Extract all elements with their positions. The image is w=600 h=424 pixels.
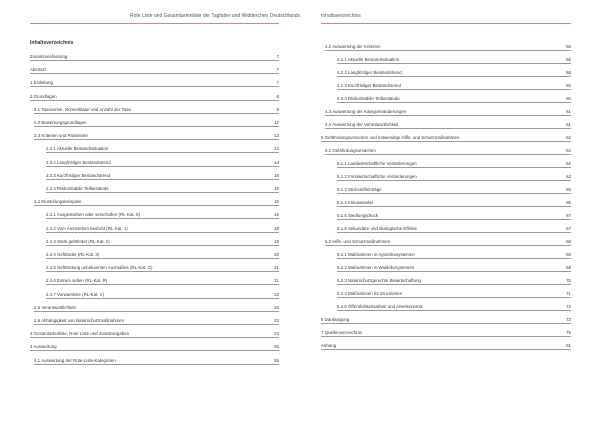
toc-entry-label: 5.2.5 Öffentlichkeitsarbeit und Artenkenntnis xyxy=(337,304,423,309)
toc-entry[interactable] xyxy=(30,119,279,127)
toc-entry-label: 3 Gesamtartenliste, Rote Liste und Zusatzangaben xyxy=(30,331,130,337)
header-right-title: Inhaltsverzeichnis xyxy=(321,13,361,19)
toc-entry[interactable] xyxy=(321,225,571,233)
toc-entry[interactable] xyxy=(321,199,571,207)
toc-entry[interactable] xyxy=(30,291,279,299)
toc-entry-rule xyxy=(46,152,279,153)
toc-entry-label: 2 Grundlagen xyxy=(30,93,57,99)
toc-entry-page: 63 xyxy=(566,174,571,179)
toc-entry[interactable] xyxy=(30,251,279,259)
toc-entry-rule xyxy=(337,232,571,233)
toc-entry[interactable] xyxy=(30,277,279,285)
toc-entry-page: 13 xyxy=(274,146,279,152)
toc-entry-rule xyxy=(321,323,571,324)
toc-entry[interactable] xyxy=(30,330,279,338)
toc-entry-rule xyxy=(30,86,279,87)
toc-entry-rule xyxy=(321,349,571,350)
toc-entry-label: 4.2.1 Aktuelle Bestandssituation xyxy=(337,57,400,62)
toc-entry-page: 14 xyxy=(274,159,279,165)
toc-entry-label: 4.2.2 Langfristiger Bestandstrend xyxy=(337,70,402,75)
toc-entry-page: 22 xyxy=(274,291,279,297)
toc-entry[interactable] xyxy=(30,159,279,167)
toc-entry-page: 62 xyxy=(566,148,571,153)
toc-entry-rule xyxy=(34,311,279,312)
toc-entry-label: 2.3 Kriterien und Parameter xyxy=(34,133,88,139)
toc-entry-page: 22 xyxy=(274,304,279,310)
toc-entry-label: 5.1.1 Landwirtschaftliche Veränderungen xyxy=(337,161,417,166)
toc-entry-page: 56 xyxy=(566,44,571,49)
toc-entry-rule xyxy=(337,206,571,207)
header-left-title: Rote Liste und Gesamtartenliste der Tagfalter und Widderchen Deutschlands xyxy=(130,13,301,19)
toc-entry-page: 8 xyxy=(276,93,279,99)
toc-entry[interactable] xyxy=(30,66,279,74)
toc-entry-rule xyxy=(46,218,279,219)
toc-entry[interactable] xyxy=(321,173,571,181)
toc-entry-label: 4.2.3 Kurzfristiger Bestandstrend xyxy=(337,83,401,88)
toc-entry-rule xyxy=(30,100,279,101)
toc-entry-rule xyxy=(46,258,279,259)
toc-entry-label: 5.1.2 Forstwirtschaftliche Veränderungen xyxy=(337,174,417,179)
toc-entry-label: 5.2.2 Maßnahmen in Waldökosystemen xyxy=(337,265,415,270)
toc-entry-rule xyxy=(34,126,279,127)
toc-entry-rule xyxy=(337,63,571,64)
running-header xyxy=(0,0,600,24)
toc-entry-rule xyxy=(337,89,571,90)
toc-entry-rule xyxy=(325,154,571,155)
toc-entry[interactable] xyxy=(321,147,571,155)
toc-entry-rule xyxy=(46,271,279,272)
toc-entry-page: 12 xyxy=(274,120,279,125)
toc-entry[interactable] xyxy=(30,357,279,365)
toc-entry[interactable] xyxy=(30,172,279,180)
toc-entry-label: 2.3.1 Aktuelle Bestandssituation xyxy=(46,146,109,152)
toc-entry-label: 7 Quellenverzeichnis xyxy=(321,330,362,335)
toc-entry-page: 62 xyxy=(566,161,571,166)
header-rule-right xyxy=(321,23,571,24)
toc-entry-rule xyxy=(321,141,571,142)
toc-entry[interactable] xyxy=(30,264,279,272)
toc-entry[interactable] xyxy=(321,303,571,311)
toc-entry[interactable] xyxy=(30,343,279,351)
toc-entry-page: 67 xyxy=(566,226,571,231)
toc-entry-rule xyxy=(46,284,279,285)
toc-entry-page: 72 xyxy=(566,304,571,309)
toc-entry-page: 8 xyxy=(276,106,279,112)
toc-entry-label: 4.2.4 Risiko/stabile Teilbestände xyxy=(337,96,400,101)
toc-entry-page: 70 xyxy=(566,278,571,283)
toc-entry-page: 60 xyxy=(566,83,571,88)
toc-entry[interactable] xyxy=(321,56,571,64)
header-rule-left xyxy=(30,23,279,24)
toc-entry-rule xyxy=(46,179,279,180)
toc-entry-label: 4.1 Auswertung der Rote-Liste-Kategorien xyxy=(34,357,116,363)
toc-entry-page: 7 xyxy=(276,67,279,73)
toc-entry-rule xyxy=(337,193,571,194)
toc-entry-rule xyxy=(34,364,279,365)
toc-entry-page: 16 xyxy=(274,172,279,178)
toc-entry-page: 24 xyxy=(274,331,279,337)
toc-entry[interactable] xyxy=(30,198,279,206)
toc-entry-rule xyxy=(321,336,571,337)
toc-entry-rule xyxy=(46,192,279,193)
toc-entry[interactable] xyxy=(321,212,571,220)
toc-entry-rule xyxy=(325,115,571,116)
toc-entry[interactable] xyxy=(321,160,571,168)
toc-entry-rule xyxy=(46,245,279,246)
toc-entry-page: 16 xyxy=(274,212,279,218)
toc-entry-page: 7 xyxy=(276,54,279,59)
toc-entry-rule xyxy=(46,298,279,299)
toc-entry[interactable] xyxy=(321,95,571,103)
toc-entry-label: 5.1.3 Stickstoffeinträge xyxy=(337,187,382,192)
toc-entry[interactable] xyxy=(321,290,571,298)
toc-entry[interactable] xyxy=(321,82,571,90)
toc-entry[interactable] xyxy=(321,134,571,142)
toc-entry-label: 4.3 Auswertung der Kategorieänderungen xyxy=(325,109,407,114)
toc-entry-page: 16 xyxy=(274,186,279,191)
toc-entry-page: 18 xyxy=(274,225,279,231)
toc-title: Inhaltsverzeichnis xyxy=(30,40,74,46)
toc-entry-label: 2.4.4 Gefährdet (RL-Kat. 3) xyxy=(46,252,100,257)
toc-entry-label: 5.2 Hilfs- und Schutzmaßnahmen xyxy=(325,239,391,244)
toc-entry-rule xyxy=(30,60,279,61)
toc-entry-rule xyxy=(34,324,279,325)
toc-entry-label: Zusammenfassung xyxy=(30,54,68,59)
toc-entry-label: 2.4.5 Gefährdung unbekannten Ausmaßes (RL-Kat. G) xyxy=(46,265,153,271)
toc-entry[interactable] xyxy=(30,106,279,114)
toc-entry[interactable] xyxy=(321,329,571,337)
toc-entry-label: 5.2.3 Naturschutzgerechte Bewirtschaftung xyxy=(337,278,421,283)
toc-entry-label: 2.4.1 Ausgestorben oder verschollen (RL-Kat. 0) xyxy=(46,212,140,218)
toc-entry-label: 5.2.4 Maßnahmen für Einzelarten xyxy=(337,291,403,296)
toc-entry-rule xyxy=(34,139,279,140)
toc-entry-page: 69 xyxy=(566,265,571,270)
toc-entry-label: 2.3.3 Kurzfristiger Bestandstrend xyxy=(46,172,110,178)
toc-entry-label: 5 Gefährdungsursachen und notwendige Hilfs- und Schutzmaßnahmen xyxy=(321,135,460,140)
toc-entry[interactable] xyxy=(321,121,571,129)
toc-entry-page: 13 xyxy=(274,133,279,139)
toc-entry[interactable] xyxy=(321,316,571,324)
toc-entry-label: 5.1.6 Sekundäre und ökologische Effekte xyxy=(337,226,417,231)
toc-entry-page: 68 xyxy=(566,239,571,244)
toc-entry[interactable] xyxy=(30,132,279,140)
toc-entry-label: 4.4 Auswertung der Verantwortlichkeit xyxy=(325,122,399,127)
toc-entry[interactable] xyxy=(321,264,571,272)
toc-entry[interactable] xyxy=(30,225,279,233)
toc-entry[interactable] xyxy=(30,211,279,219)
toc-entry-rule xyxy=(34,205,279,206)
toc-entry[interactable] xyxy=(321,342,571,350)
toc-entry-page: 23 xyxy=(274,318,279,323)
toc-entry-rule xyxy=(337,102,571,103)
toc-entry-rule xyxy=(46,166,279,167)
toc-entry-label: 5.1.4 Klimawandel xyxy=(337,200,373,205)
toc-entry-label: 2.4.6 Extrem selten (RL-Kat. R) xyxy=(46,278,108,284)
toc-entry-rule xyxy=(337,76,571,77)
toc-entry-page: 56 xyxy=(566,57,571,62)
toc-entry-page: 16 xyxy=(274,199,279,205)
toc-entry-rule xyxy=(46,232,279,233)
toc-entry[interactable] xyxy=(30,93,279,101)
toc-entry[interactable] xyxy=(30,79,279,87)
toc-entry-label: 6 Danksagung xyxy=(321,317,350,322)
toc-entry-label: 2.2 Bewertungsgrundlagen xyxy=(34,120,87,125)
toc-entry-page: 7 xyxy=(276,80,279,86)
toc-entry[interactable] xyxy=(321,186,571,194)
toc-entry-label: 1 Einleitung xyxy=(30,80,53,86)
toc-entry-rule xyxy=(325,128,571,129)
toc-entry-rule xyxy=(337,219,571,220)
toc-entry-label: 2.3.4 Risiko/stabile Teilbestände xyxy=(46,186,109,191)
toc-entry-label: 4.2 Auswertung der Kriterien xyxy=(325,44,381,49)
toc-entry-label: 2.4.2 Vom Aussterben bedroht (RL-Kat. 1) xyxy=(46,225,128,231)
toc-entry-label: Anhang xyxy=(321,343,337,348)
toc-entry-rule xyxy=(337,297,571,298)
toc-entry-page: 73 xyxy=(566,317,571,322)
toc-entry-rule xyxy=(337,258,571,259)
toc-entry-label: 2.4.3 Stark gefährdet (RL-Kat. 2) xyxy=(46,238,110,244)
toc-entry-page: 67 xyxy=(566,213,571,218)
toc-entry-label: 2.1 Taxonomie, Nomenklatur und Anzahl der Taxa xyxy=(34,106,131,112)
toc-entry[interactable] xyxy=(321,277,571,285)
toc-entry[interactable] xyxy=(321,251,571,259)
toc-entry-rule xyxy=(30,73,279,74)
toc-entry-page: 55 xyxy=(274,357,279,363)
toc-entry[interactable] xyxy=(321,43,571,51)
toc-entry-rule xyxy=(34,113,279,114)
toc-entry-rule xyxy=(337,310,571,311)
toc-entry-page: 61 xyxy=(566,109,571,114)
toc-entry-label: Abstract xyxy=(30,67,47,73)
toc-entry-page: 61 xyxy=(566,122,571,127)
toc-entry-page: 65 xyxy=(566,187,571,192)
toc-entry-rule xyxy=(325,50,571,51)
toc-entry-label: 4 Auswertung xyxy=(30,344,57,350)
toc-entry-page: 91 xyxy=(566,343,571,348)
toc-entry-label: 2.4 Einstufungsbeispiele xyxy=(34,199,82,205)
toc-entry-label: 2.3.2 Langfristiger Bestandstrend xyxy=(46,159,111,165)
toc-entry-page: 20 xyxy=(274,252,279,257)
toc-entry-rule xyxy=(337,271,571,272)
toc-entry-page: 21 xyxy=(274,278,279,284)
toc-entry-page: 75 xyxy=(566,330,571,335)
toc-entry-page: 66 xyxy=(566,200,571,205)
toc-entry[interactable] xyxy=(30,53,279,61)
toc-entry[interactable] xyxy=(30,304,279,312)
toc-entry-page: 58 xyxy=(566,70,571,75)
toc-entry[interactable] xyxy=(321,69,571,77)
toc-entry[interactable] xyxy=(30,317,279,325)
toc-entry-page: 68 xyxy=(566,252,571,257)
toc-entry-rule xyxy=(325,245,571,246)
toc-entry[interactable] xyxy=(321,238,571,246)
toc-entry-label: 2.4.7 Vorwarnliste (RL-Kat. V) xyxy=(46,291,105,297)
toc-entry-label: 5.2.1 Maßnahmen in Agrarökosystemen xyxy=(337,252,415,257)
toc-entry-label: 2.5 Verantwortlichkeit xyxy=(34,304,76,310)
toc-entry-page: 55 xyxy=(274,344,279,350)
toc-entry-page: 62 xyxy=(566,135,571,140)
toc-entry[interactable] xyxy=(30,238,279,246)
toc-entry-rule xyxy=(30,337,279,338)
toc-entry-rule xyxy=(337,284,571,285)
toc-entry-label: 5.1 Gefährdungsursachen xyxy=(325,148,376,153)
toc-entry[interactable] xyxy=(30,185,279,193)
toc-entry-rule xyxy=(337,180,571,181)
toc-entry-page: 60 xyxy=(566,96,571,101)
toc-entry-rule xyxy=(30,350,279,351)
toc-entry-label: 2.6 Abhängigkeit von Naturschutzmaßnahmen xyxy=(34,318,125,323)
toc-entry-page: 71 xyxy=(566,291,571,296)
toc-entry-label: 5.1.5 Siedlungsdruck xyxy=(337,213,379,218)
toc-entry-rule xyxy=(337,167,571,168)
toc-entry[interactable] xyxy=(321,108,571,116)
toc-entry-page: 21 xyxy=(274,265,279,271)
toc-entry[interactable] xyxy=(30,145,279,153)
toc-entry-page: 19 xyxy=(274,238,279,244)
